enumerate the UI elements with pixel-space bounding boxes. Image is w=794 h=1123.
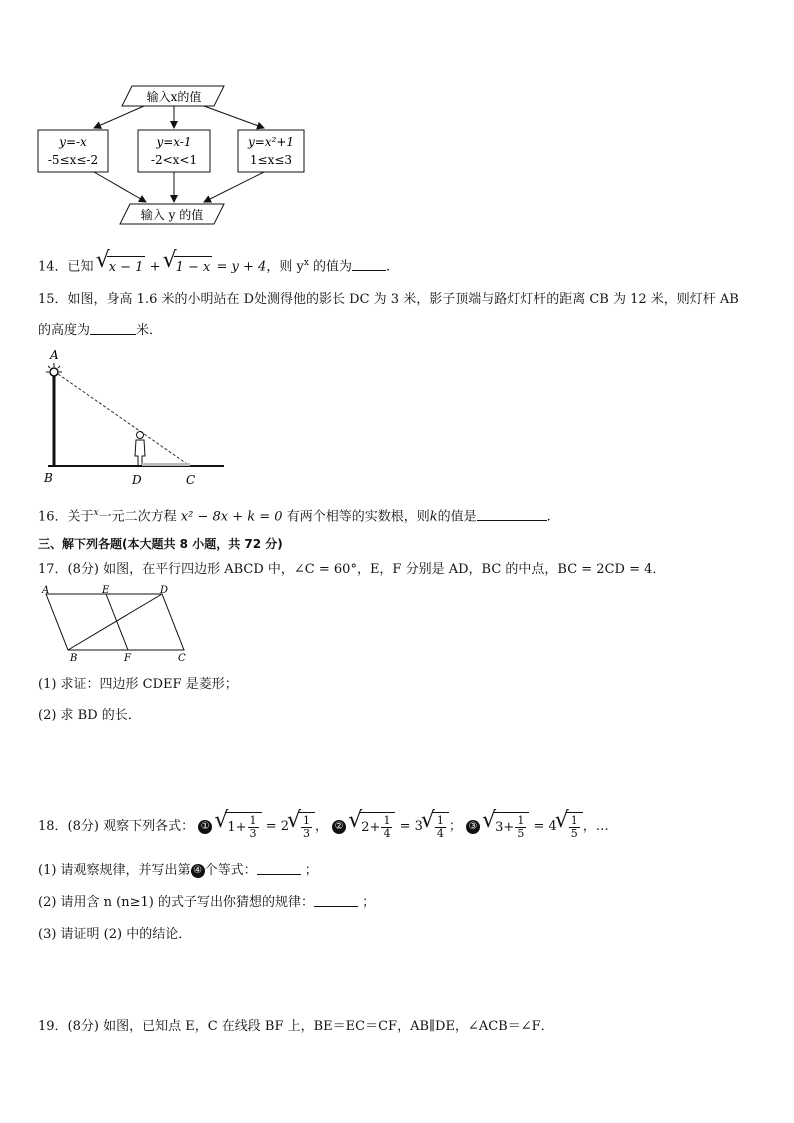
q14-answer-blank[interactable] [352,258,386,271]
question-15-line2: 的高度为 米． [38,323,163,338]
fig15-label-C: C [186,473,196,487]
flowchart [34,82,314,232]
q14-sqrt-a: √ x − 1 [98,256,146,277]
question-14: 14．已知 √ x − 1 + √ 1 − x = y + 4，则 $y^x$ 的值为 . [38,254,390,277]
box-mid-cond: -2<x<1 [150,153,198,167]
flow-output-y: 输入 y 的值 [140,208,204,222]
q14-sup: x [303,258,309,268]
q18-sub1-blank[interactable] [257,862,301,875]
q14-end: . [386,259,391,275]
question-16: 16．关于$^x$一元二次方程 x² − 8x + k = 0 有两个相等的实数根，则k的值是 . [38,508,551,525]
q14-num: 14．已知 [38,259,94,275]
q16-equation: x² − 8x + k = 0 [180,509,283,525]
q18-sub3: (3) 请证明 (2) 中的结论． [38,927,192,942]
street-lamp-icon [46,363,62,376]
question-18: 18．(8分) 观察下列各式： ① √ 1+ $\frac{1}{3}$ = 2 √ $\frac{1}{3}$ ， ② √ 2+ $\frac{1}{4}$ = 3 √ $\frac{1}{4}$ ； ③ √ 3+ $\frac{1}{5}$ = 4 √ $\frac{1}{5}$ ，… [38,812,609,841]
fig17-label-E: E [102,585,110,596]
q14-tail: ，则 y [266,259,304,275]
flow-input-x: 输入x的值 [146,90,202,104]
box-right-eq: y=x²+1 [247,135,295,149]
fig17-label-B: B [70,653,78,664]
box-mid-eq: y=x-1 [156,135,192,149]
box-left-eq: y=-x [59,135,87,149]
question-19: 19．(8分) 如图，已知点 E，C 在线段 BF 上，BE＝EC＝CF，AB∥DE，∠ACB＝∠F． [38,1019,554,1034]
circled-2-icon: ② [332,820,346,834]
q14-sqrt-b: √ 1 − x [165,256,213,277]
fig17-label-D: D [160,585,169,596]
q18-sub2: (2) 请用含 n (n≥1) 的式子写出你猜想的规律： ； [38,895,376,910]
q18-sub1: (1) 请观察规律，并写出第 ④ 个等式： ； [38,863,318,878]
segment-ef [106,594,128,650]
fig17-label-C: C [178,653,186,664]
q17-figure [38,584,198,664]
box-left-cond: -5≤x≤-2 [47,153,99,167]
q15-figure [38,348,228,490]
section-3-header: 三、解下列各题(本大题共 8 小题，共 72 分) [38,537,283,551]
fig15-label-B: B [44,471,53,485]
light-ray [58,374,190,466]
q14-eq-rest: = y + 4 [216,259,267,275]
question-17: 17．(8分) 如图，在平行四边形 ABCD 中，∠C = 60°，E，F 分别是 AD，BC 的中点，BC = 2CD = 4． [38,562,666,577]
q18-sub2-blank[interactable] [314,894,358,907]
fig17-label-F: F [124,653,131,664]
segment-bd [68,594,162,650]
fig15-label-D: D [132,473,142,487]
q17-sub2: (2) 求 BD 的长． [38,708,141,723]
circled-3-icon: ③ [466,820,480,834]
q15-answer-blank[interactable] [90,322,136,335]
person-icon [135,432,145,467]
fig17-label-A: A [42,585,50,596]
q17-sub1: (1) 求证：四边形 CDEF 是菱形； [38,677,238,692]
circled-1-icon: ① [198,820,212,834]
fig15-label-A: A [50,348,59,362]
question-15-line1: 15．如图，身高 1.6 米的小明站在 D处测得他的影长 DC 为 3 米，影子顶端与路灯灯杆的距离 CB 为 12 米，则灯杆 AB [38,292,739,307]
circled-4-icon: ④ [191,864,205,878]
shadow [142,463,190,466]
box-right-cond: 1≤x≤3 [249,153,293,167]
q14-tail2: 的值为 [308,259,353,275]
q16-answer-blank[interactable] [477,508,547,521]
